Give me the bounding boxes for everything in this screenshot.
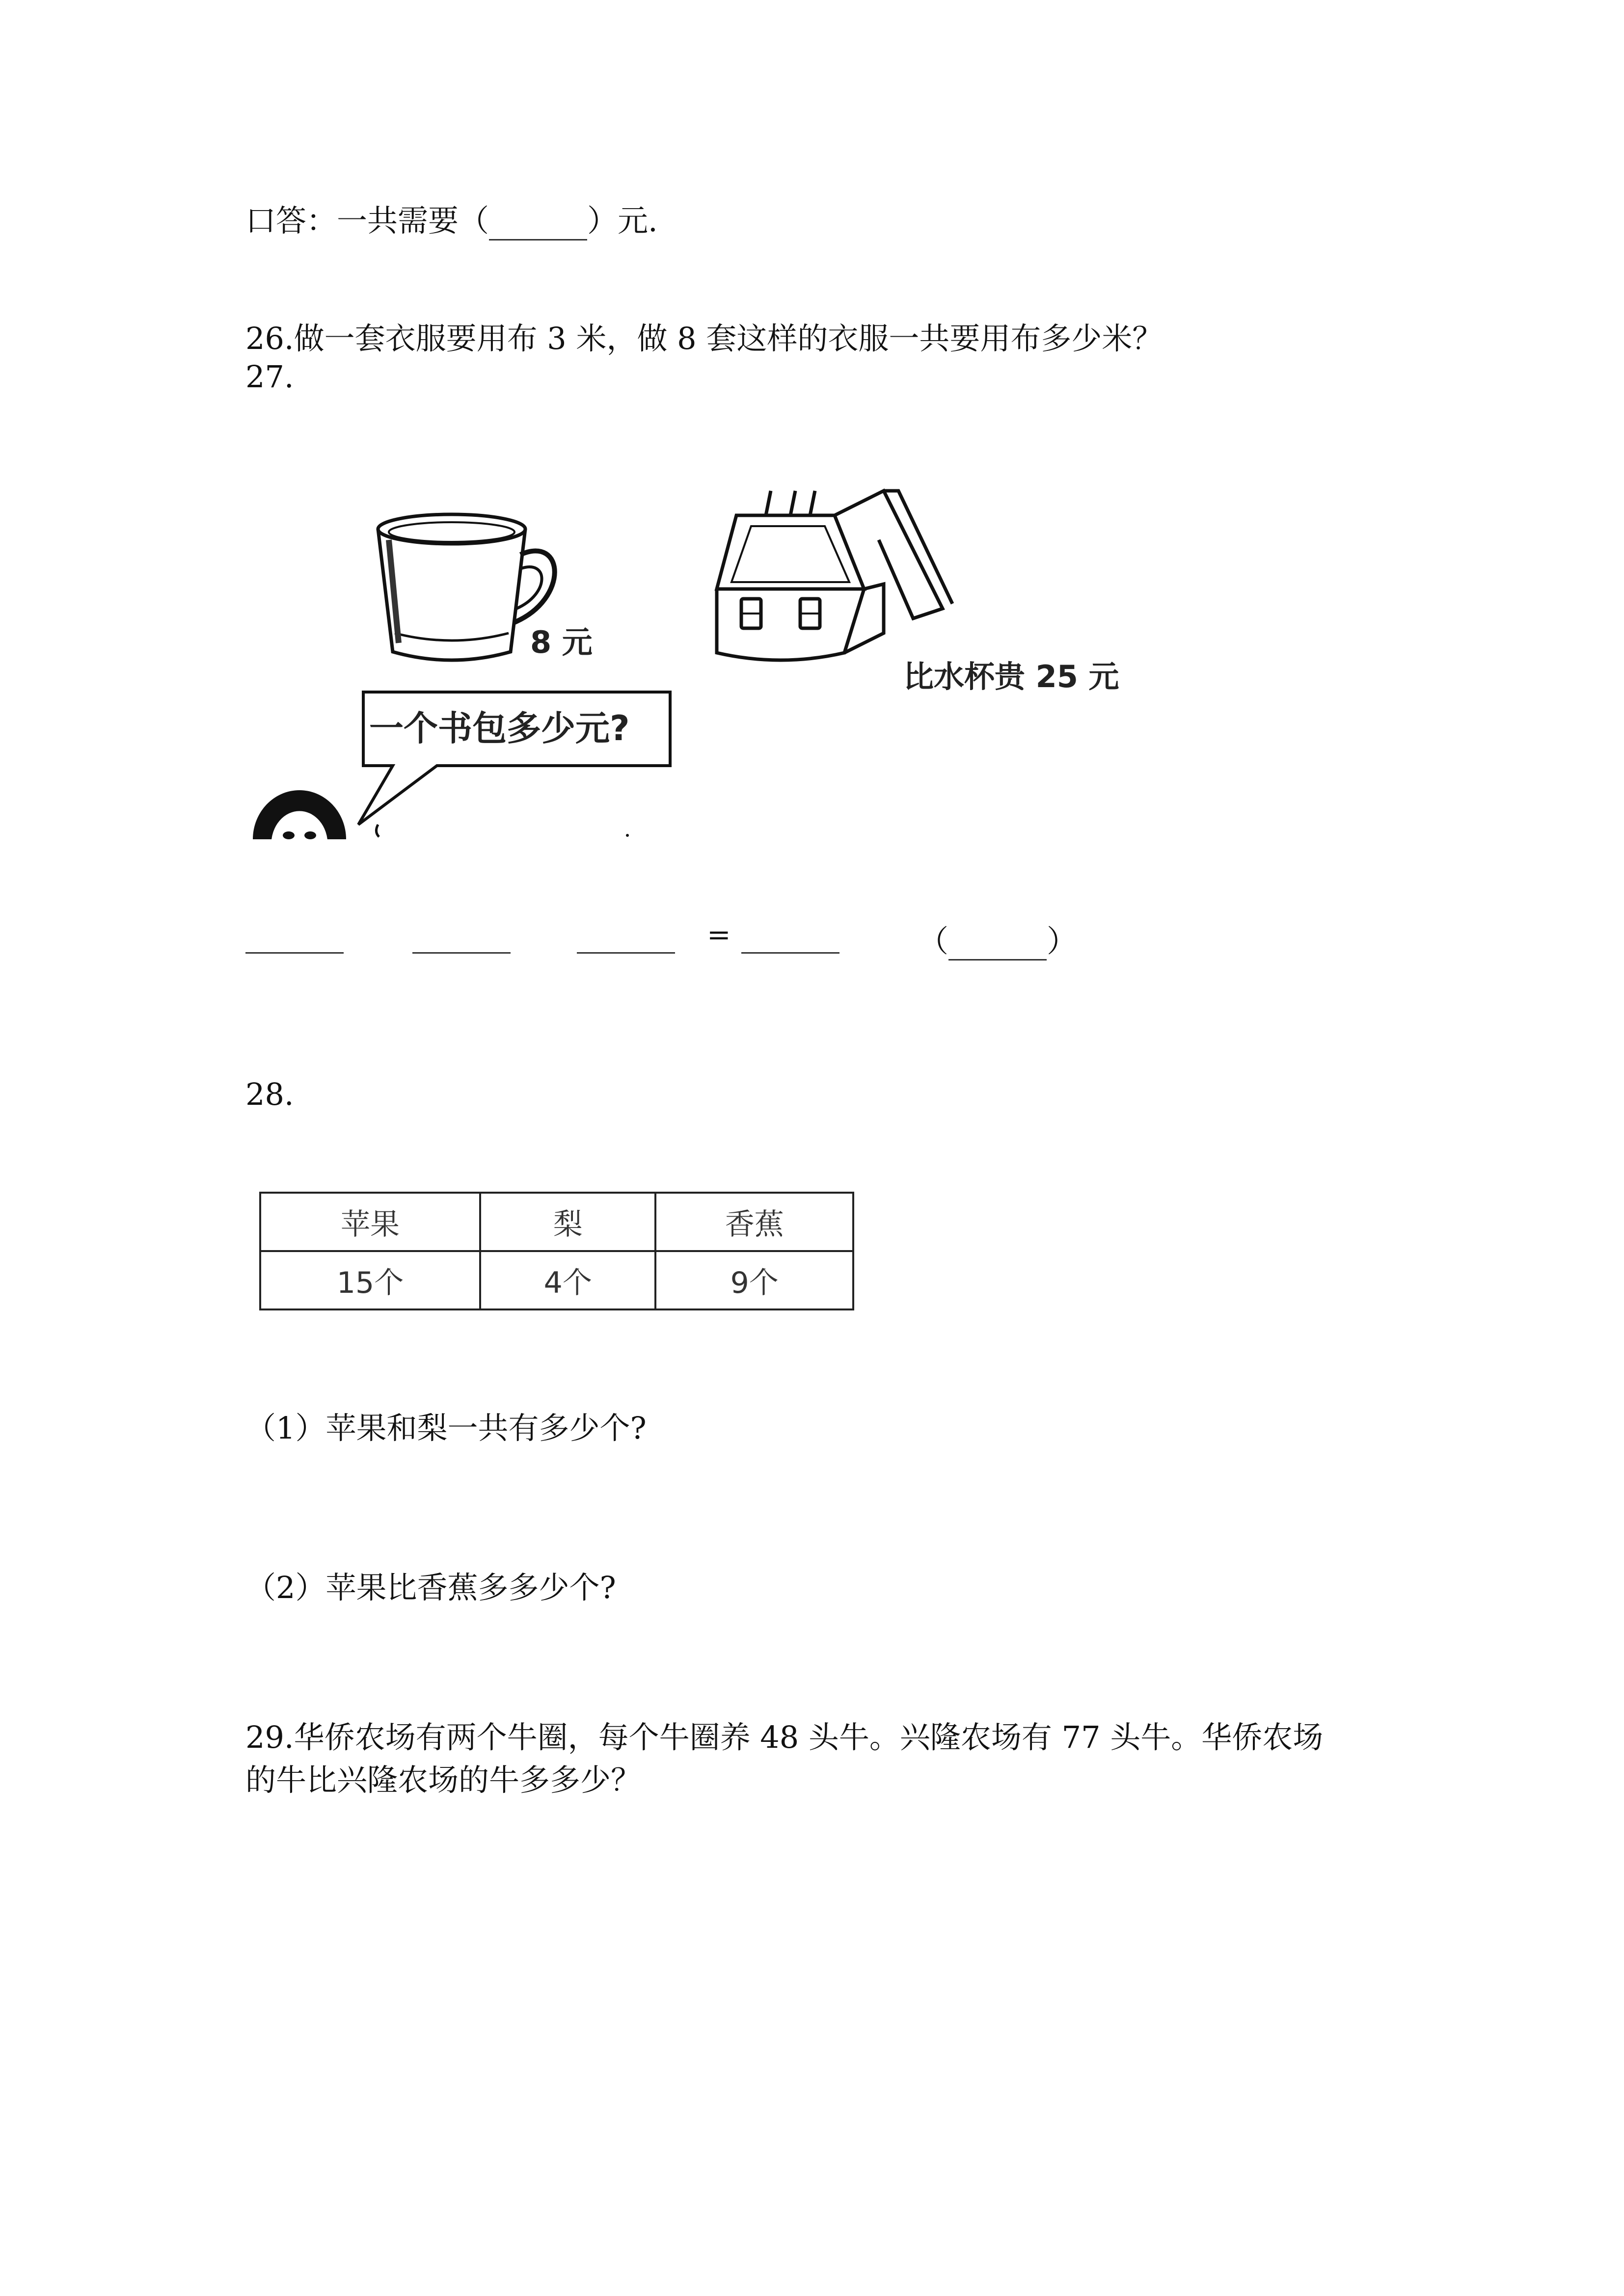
- table-header-row: [260, 1193, 853, 1251]
- equals-sign: =: [707, 918, 731, 951]
- q25-answer-line: [245, 201, 658, 240]
- speech-bubble: [358, 692, 670, 825]
- backpack-price-note: 比水杯贵 25 元: [903, 659, 1119, 694]
- q29-line2: 的牛比兴隆农场的牛多多少？: [245, 1762, 642, 1798]
- table-value-cell: 9个: [655, 1251, 853, 1309]
- table-value-cell: 15个: [260, 1251, 480, 1309]
- girl-illustration: [253, 790, 629, 839]
- q26-text: 26.做一套衣服要用布 3 米，做 8 套这样的衣服一共要用布多少米？: [245, 320, 1163, 356]
- table-header-cell: 梨: [480, 1193, 655, 1251]
- equation-blank-1[interactable]: [245, 923, 344, 954]
- q27-equation: [245, 913, 1129, 962]
- q27-figure: [245, 486, 1178, 839]
- q25-answer-blank[interactable]: [489, 214, 587, 240]
- q28-number: 28.: [245, 1076, 294, 1112]
- unit-paren-blank: [918, 917, 1077, 961]
- cup-price-label: 8 元: [530, 624, 593, 660]
- paren-close: ）: [1047, 923, 1078, 959]
- q25-answer-suffix: ）元.: [587, 203, 658, 239]
- speech-bubble-text: 一个书包多少元?: [369, 708, 630, 748]
- q27-number: 27.: [245, 359, 294, 395]
- table-header-cell: 香蕉: [655, 1193, 853, 1251]
- unit-blank[interactable]: [948, 932, 1047, 961]
- fruit-table: [259, 1192, 854, 1310]
- table-value-row: [260, 1251, 853, 1309]
- q28-sub2: （2）苹果比香蕉多多少个?: [245, 1570, 616, 1605]
- equation-blank-2[interactable]: [412, 923, 511, 954]
- paren-open: （: [918, 923, 949, 959]
- backpack-illustration: [717, 491, 952, 660]
- q28-sub1: （1）苹果和梨一共有多少个?: [245, 1410, 647, 1446]
- cup-illustration: [378, 514, 555, 660]
- q27-illustration: [245, 486, 1178, 839]
- table-header-cell: 苹果: [260, 1193, 480, 1251]
- equation-blank-3[interactable]: [577, 923, 675, 954]
- table-value-cell: 4个: [480, 1251, 655, 1309]
- q29-line1: 29.华侨农场有两个牛圈，每个牛圈养 48 头牛。兴隆农场有 77 头牛。华侨农场: [245, 1719, 1324, 1755]
- equation-result-blank[interactable]: [741, 923, 839, 954]
- q25-answer-prefix: 口答：一共需要（: [245, 203, 489, 239]
